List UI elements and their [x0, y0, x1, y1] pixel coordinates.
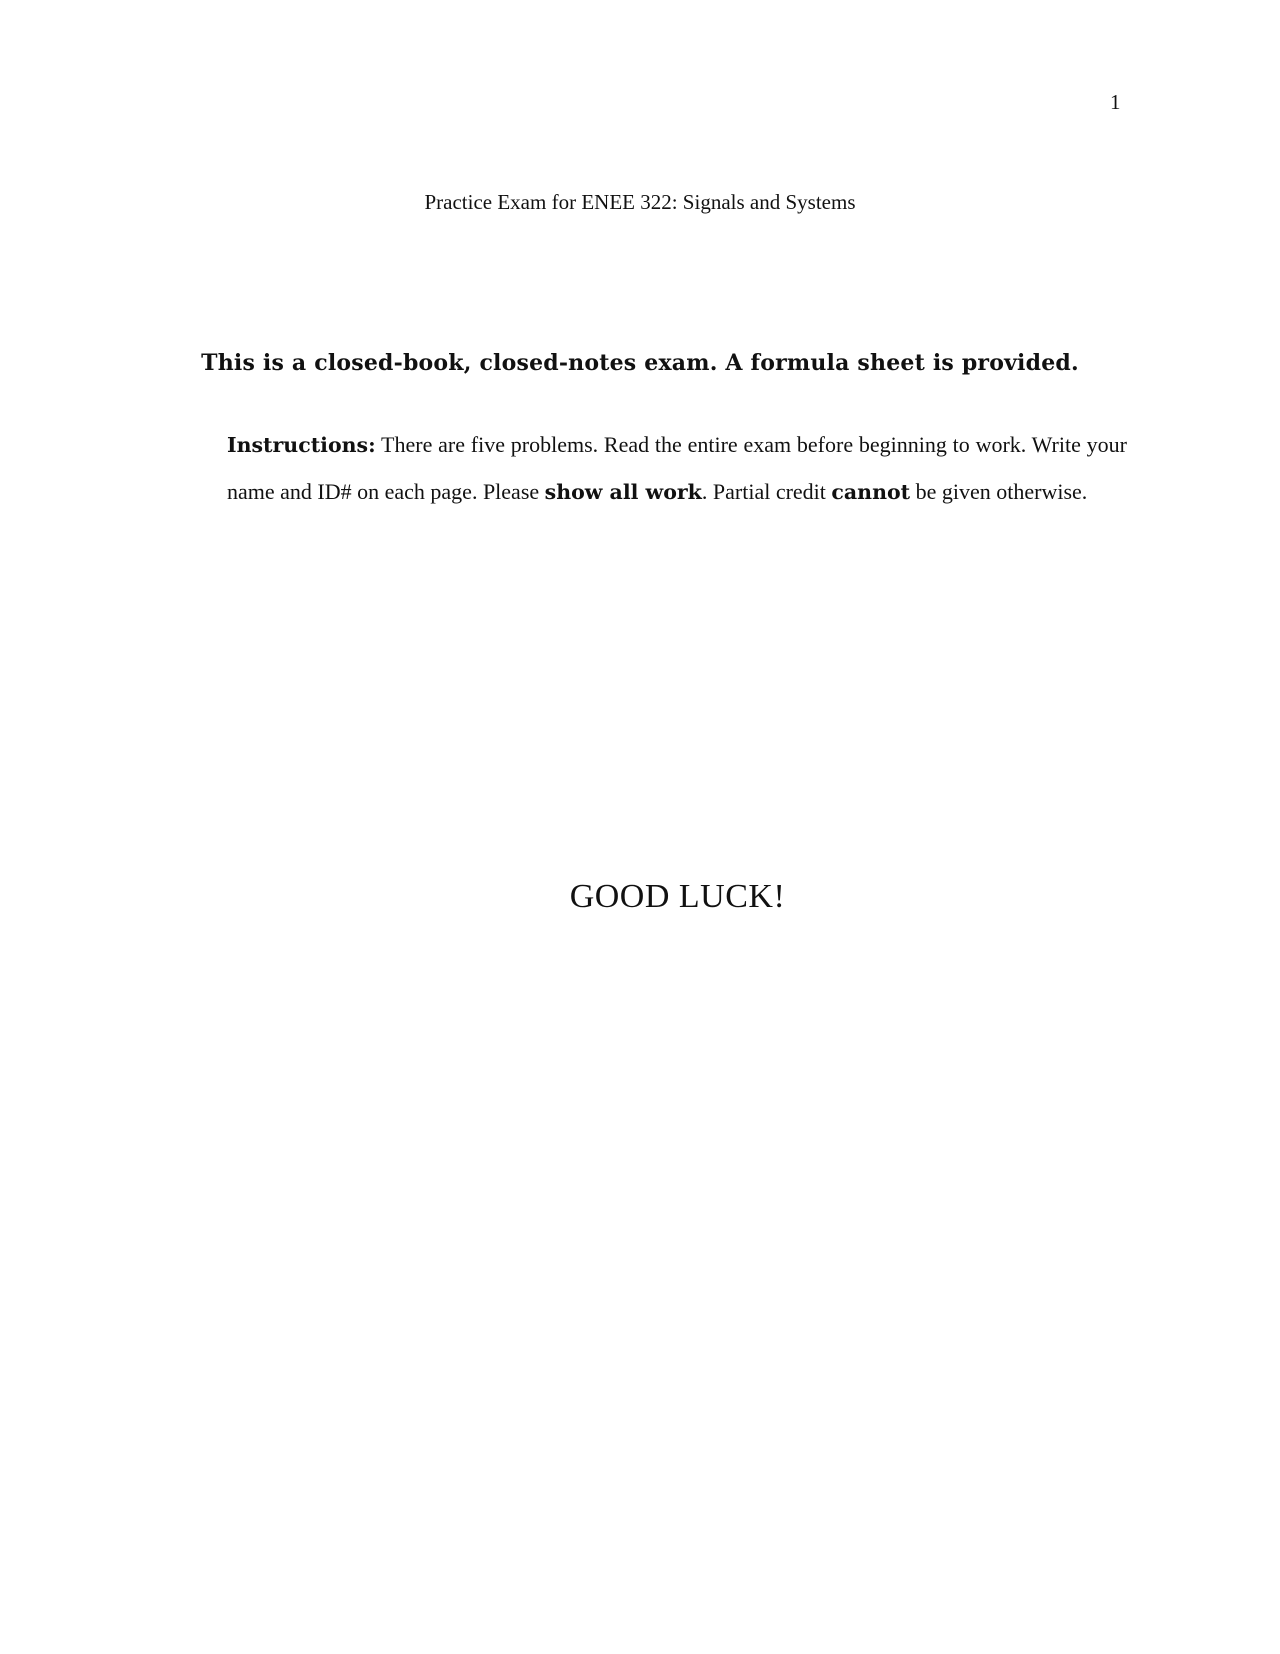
exam-notice: This is a closed-book, closed-notes exam. A formula sheet is provided. — [201, 350, 1079, 376]
instructions-text-1: There are five problems. Read the entire exam before beginning to work. Write your name and ID# on each page. Please — [227, 432, 1127, 504]
instructions-emphasis-cannot: cannot — [831, 479, 911, 504]
instructions-emphasis-show-all-work: show all work — [544, 479, 702, 504]
page-number: 1 — [1110, 90, 1121, 114]
closing-message: GOOD LUCK! — [569, 878, 786, 915]
exam-title: Practice Exam for ENEE 322: Signals and Systems — [424, 190, 856, 214]
instructions-paragraph — [227, 422, 1127, 515]
instructions-text-2: . Partial credit — [701, 478, 832, 504]
instructions-text-3: be given otherwise. — [910, 478, 1088, 504]
instructions-label: Instructions: — [227, 433, 376, 457]
